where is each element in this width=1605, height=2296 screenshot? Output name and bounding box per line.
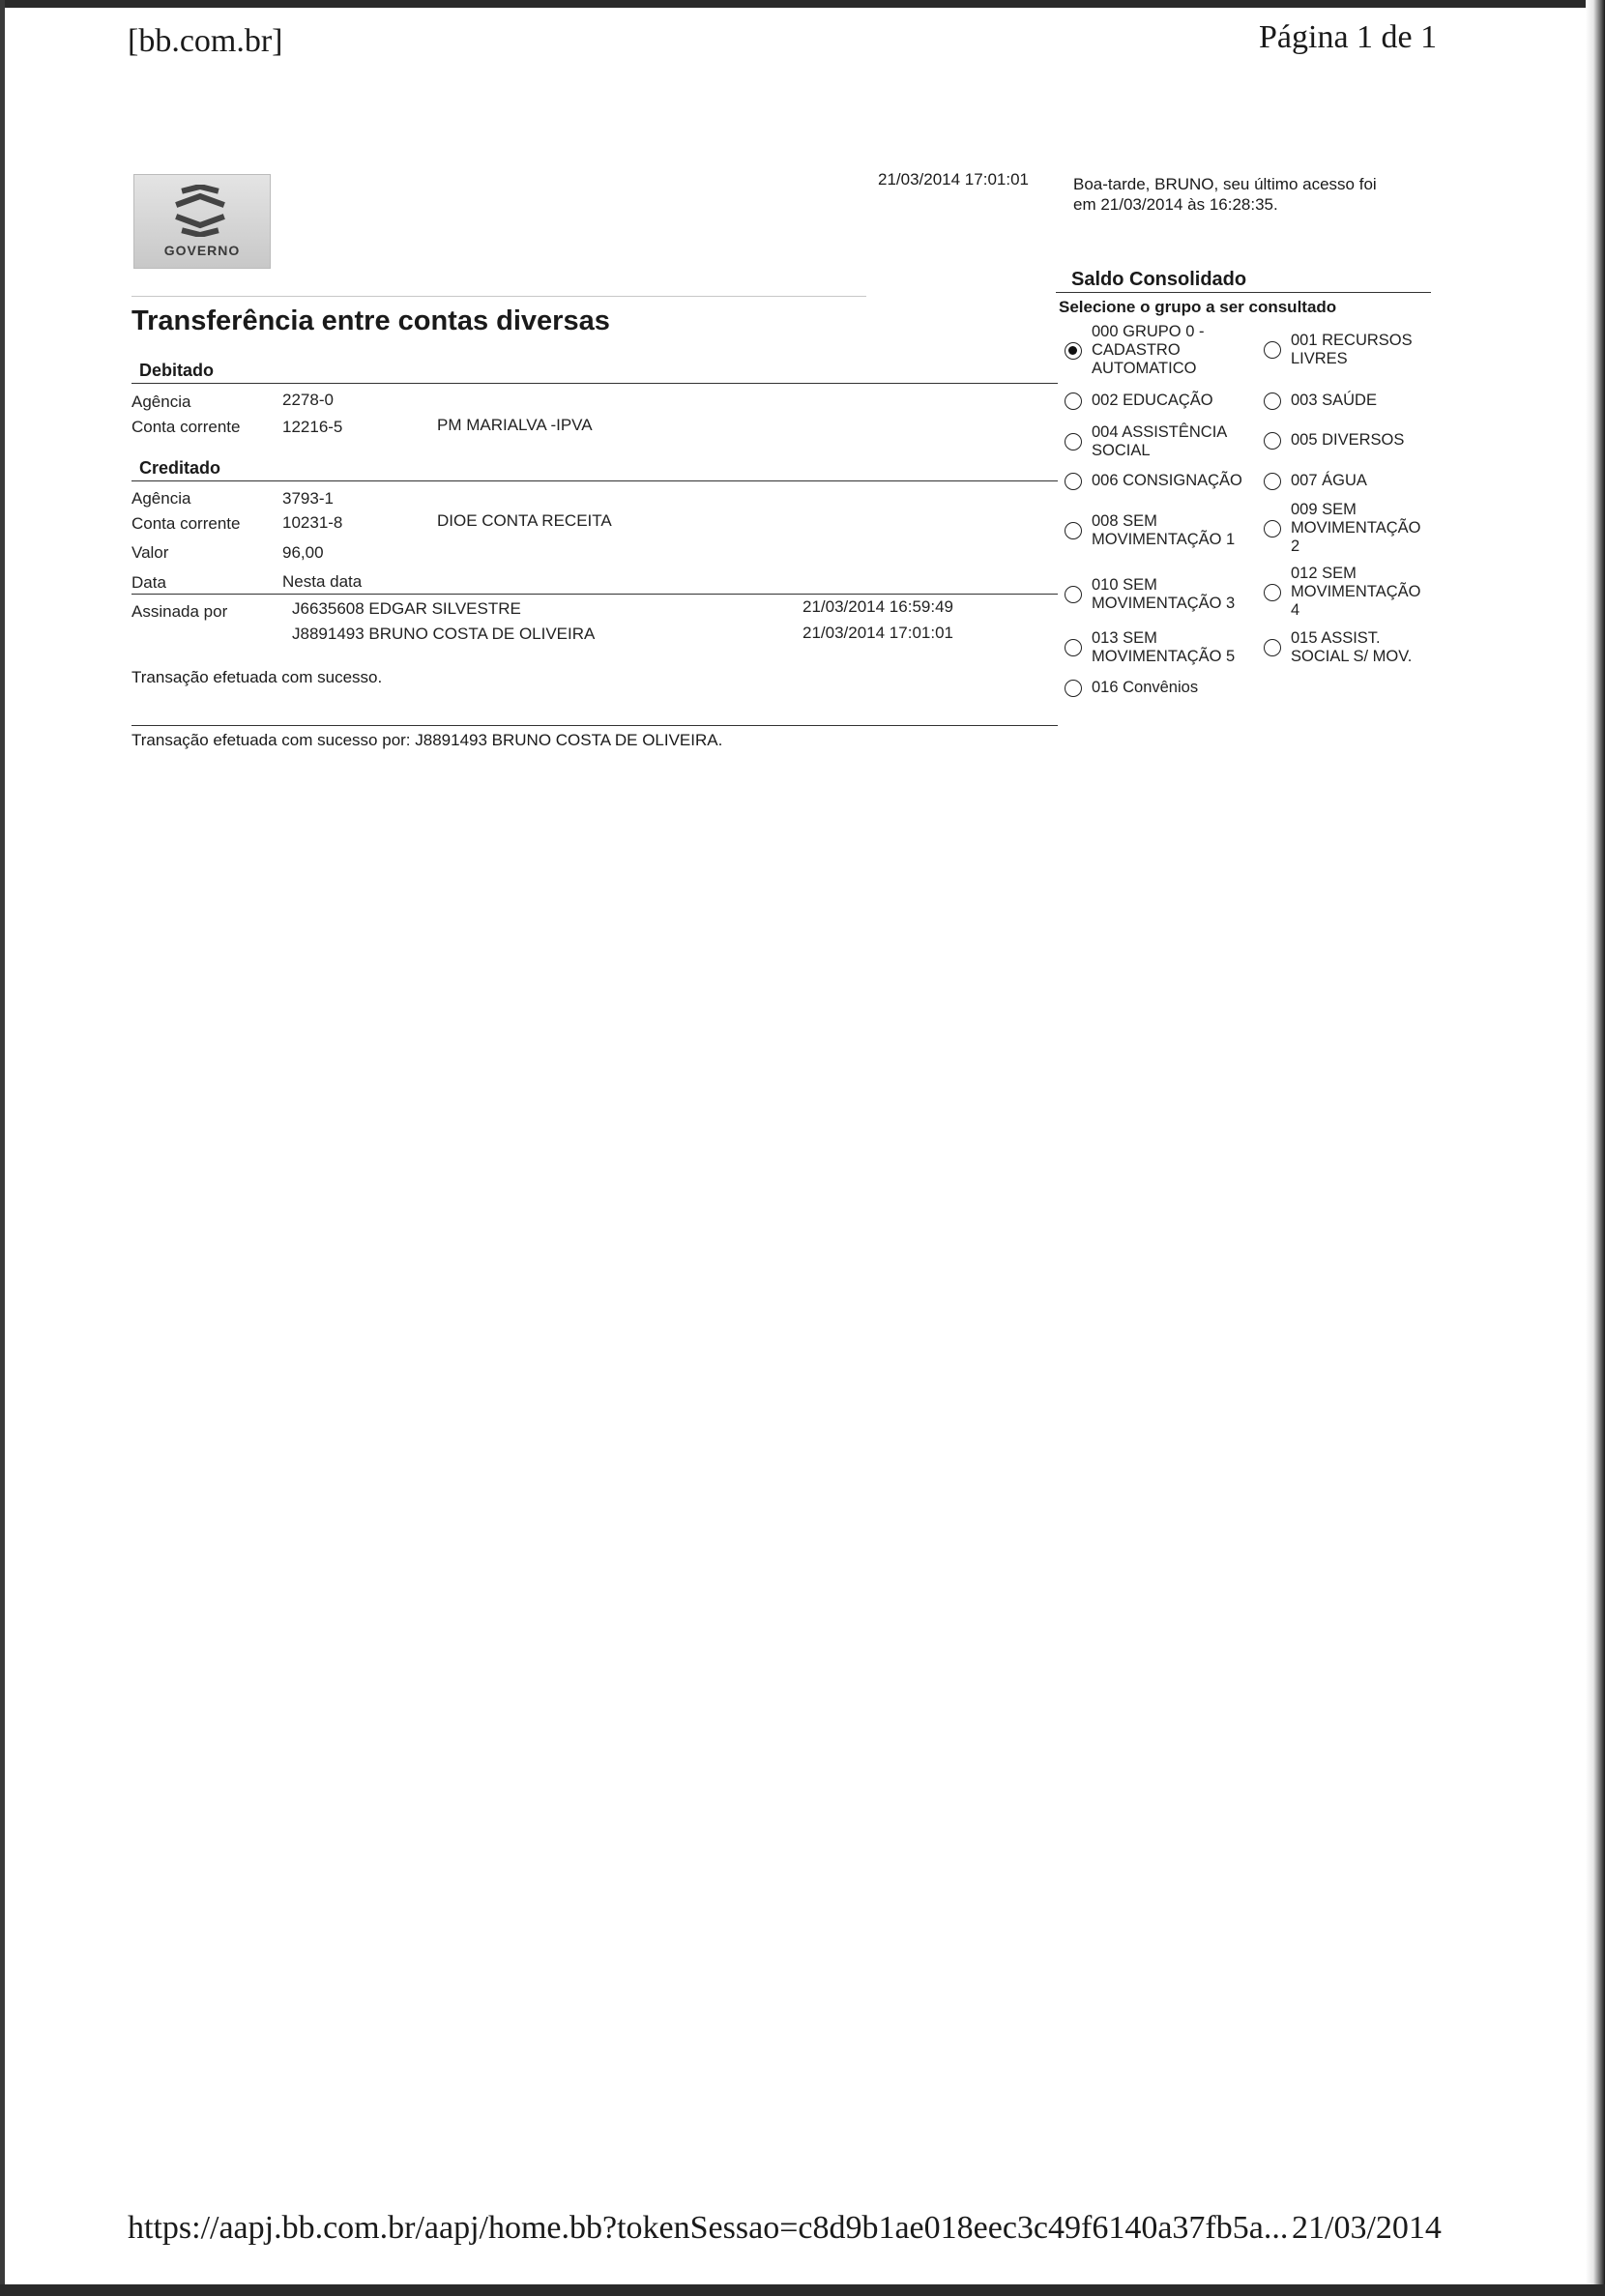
radio-icon[interactable] [1065,639,1082,656]
group-option-006[interactable] [1065,472,1242,490]
radio-icon[interactable] [1264,520,1281,538]
saldo-title: Saldo Consolidado [1071,269,1247,290]
group-option-label: 002 EDUCAÇÃO [1092,392,1213,409]
page-title: Transferência entre contas diversas [131,305,610,336]
debitado-conta-value: 12216-5 [282,418,343,436]
debitado-conta-name: PM MARIALVA -IPVA [437,416,593,434]
group-option-002[interactable] [1065,392,1213,410]
bb-governo-logo[interactable] [133,174,271,269]
group-option-000[interactable] [1065,323,1204,378]
debitado-divider [131,383,1058,384]
session-timestamp: 21/03/2014 17:01:01 [878,170,1029,189]
group-option-label: 012 SEM MOVIMENTAÇÃO 4 [1291,565,1421,619]
radio-icon[interactable] [1065,522,1082,539]
creditado-conta-value: 10231-8 [282,513,343,532]
greeting-line-2: em 21/03/2014 às 16:28:35. [1073,195,1278,214]
creditado-agencia-value: 3793-1 [282,489,334,508]
group-option-016[interactable] [1065,679,1198,697]
radio-icon[interactable] [1065,392,1082,410]
radio-icon[interactable] [1065,586,1082,603]
group-option-004[interactable] [1065,423,1227,460]
radio-icon[interactable] [1065,433,1082,450]
radio-icon[interactable] [1065,473,1082,490]
group-option-label: 006 CONSIGNAÇÃO [1092,472,1242,489]
scan-edge-left [0,0,5,2296]
radio-checked-icon[interactable] [1065,342,1082,360]
group-option-label: 000 GRUPO 0 - CADASTRO AUTOMATICO [1092,323,1205,377]
debitado-conta-label: Conta corrente [131,418,241,436]
footer-divider [131,725,1058,726]
group-option-label: 007 ÁGUA [1291,472,1367,489]
group-option-label: 013 SEM MOVIMENTAÇÃO 5 [1092,629,1236,665]
scan-edge-top [0,0,1605,8]
group-option-label: 003 SAÚDE [1291,392,1377,409]
group-option-007[interactable] [1264,472,1367,490]
radio-icon[interactable] [1065,680,1082,697]
creditado-heading: Creditado [139,458,221,478]
group-option-012[interactable] [1264,565,1420,620]
title-divider [131,296,866,297]
group-option-010[interactable] [1065,576,1235,613]
print-footer-url: https://aapj.bb.com.br/aapj/home.bb?tokenSessao=c8d9b1ae018eec3c49f6140a37fb5a... [128,2210,1289,2246]
group-option-label: 009 SEM MOVIMENTAÇÃO 2 [1291,501,1421,555]
group-option-005[interactable] [1264,431,1404,450]
creditado-divider [131,480,1058,481]
radio-icon[interactable] [1264,473,1281,490]
greeting [1073,174,1441,215]
data-label: Data [131,573,166,592]
radio-icon[interactable] [1264,432,1281,450]
bb-logo-icon [171,185,229,237]
group-option-013[interactable] [1065,629,1235,666]
creditado-conta-label: Conta corrente [131,514,241,533]
group-option-015[interactable] [1264,629,1412,666]
debitado-heading: Debitado [139,361,215,380]
signer-2-name: J8891493 BRUNO COSTA DE OLIVEIRA [292,625,596,643]
group-option-label: 001 RECURSOS LIVRES [1291,332,1413,367]
print-footer-date: 21/03/2014 [1292,2210,1442,2246]
print-header-page: Página 1 de 1 [1259,19,1438,55]
creditado-conta-name: DIOE CONTA RECEITA [437,511,612,530]
group-option-label: 004 ASSISTÊNCIA SOCIAL [1092,423,1228,459]
radio-icon[interactable] [1264,392,1281,410]
radio-icon[interactable] [1264,341,1281,359]
group-option-label: 016 Convênios [1092,679,1199,696]
group-option-008[interactable] [1065,512,1235,549]
data-divider [131,594,1058,595]
creditado-valor-value: 96,00 [282,543,324,562]
group-option-label: 008 SEM MOVIMENTAÇÃO 1 [1092,512,1236,548]
group-option-label: 015 ASSIST. SOCIAL S/ MOV. [1291,629,1413,665]
group-option-label: 010 SEM MOVIMENTAÇÃO 3 [1092,576,1236,612]
debitado-agencia-label: Agência [131,392,191,411]
group-option-003[interactable] [1264,392,1377,410]
footer-message: Transação efetuada com sucesso por: J8891493 BRUNO COSTA DE OLIVEIRA. [131,731,723,749]
debitado-agencia-value: 2278-0 [282,391,334,409]
group-option-001[interactable] [1264,332,1413,368]
data-value: Nesta data [282,572,363,591]
assinada-label: Assinada por [131,602,228,621]
print-header-site: [bb.com.br] [128,23,283,59]
radio-icon[interactable] [1264,584,1281,601]
signer-1-datetime: 21/03/2014 16:59:49 [802,597,953,616]
saldo-subtitle: Selecione o grupo a ser consultado [1059,298,1337,316]
radio-icon[interactable] [1264,639,1281,656]
saldo-divider [1056,292,1431,293]
scan-edge-right [1586,0,1605,2296]
scan-edge-bottom [0,2284,1605,2296]
creditado-agencia-label: Agência [131,489,191,508]
creditado-valor-label: Valor [131,543,169,562]
group-option-009[interactable] [1264,501,1420,556]
success-message: Transação efetuada com sucesso. [131,668,383,686]
signer-1-name: J6635608 EDGAR SILVESTRE [292,599,521,618]
greeting-line-1: Boa-tarde, BRUNO, seu último acesso foi [1073,175,1377,193]
logo-text: GOVERNO [163,243,241,258]
group-option-label: 005 DIVERSOS [1291,431,1405,449]
signer-2-datetime: 21/03/2014 17:01:01 [802,624,953,642]
